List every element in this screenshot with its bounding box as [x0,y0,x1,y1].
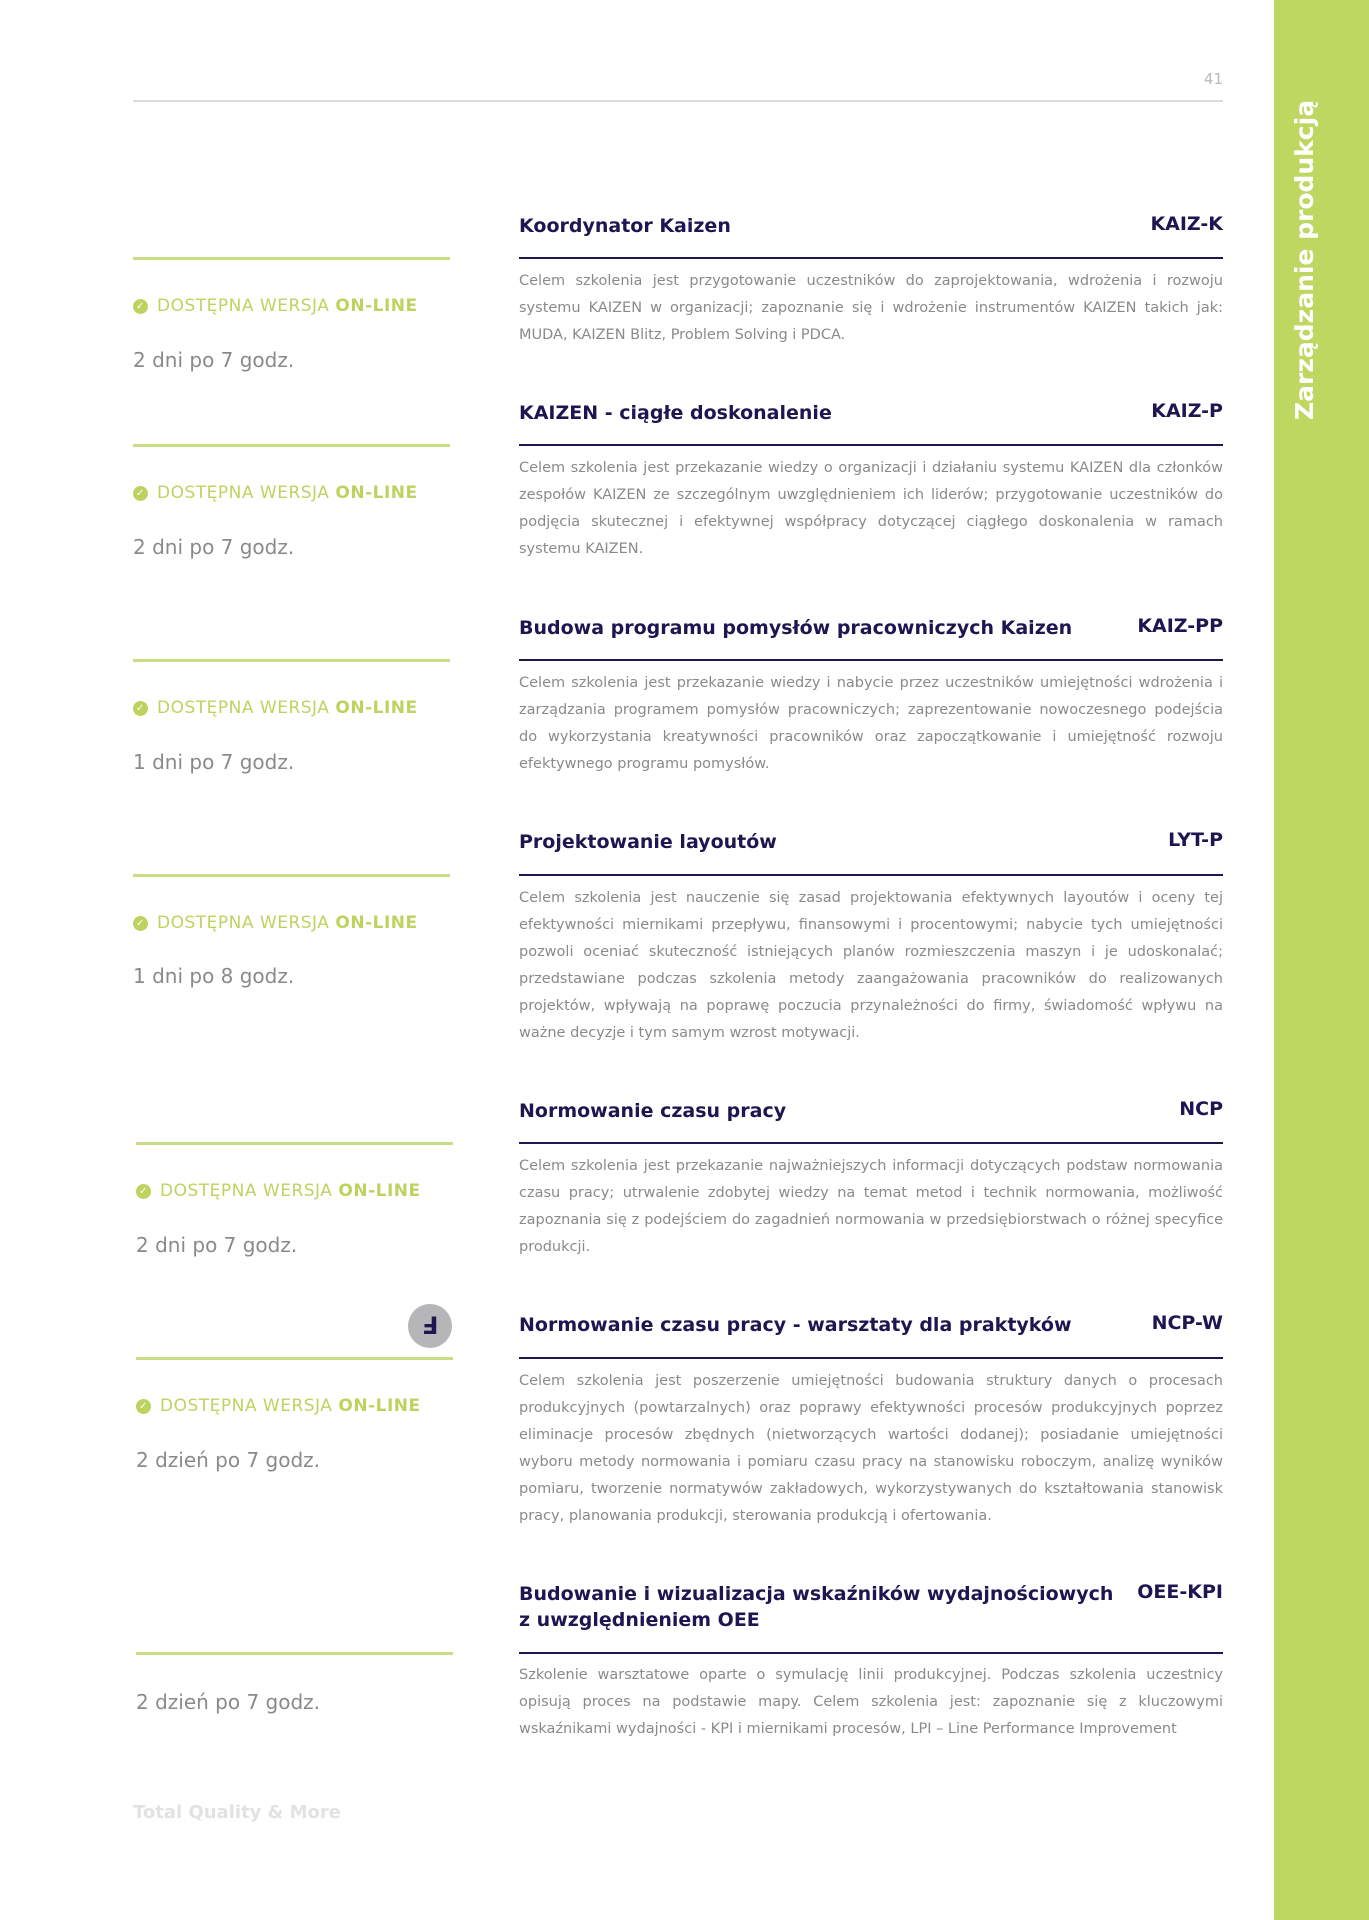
brand-logo-icon: Ⅎ [408,1304,452,1348]
course-title: KAIZEN - ciągłe doskonalenie [519,402,832,424]
section-title: Zarządzanie produkcją [1290,99,1319,420]
online-label-bold: ON-LINE [338,1396,421,1416]
online-label-bold: ON-LINE [335,483,418,503]
course-code: NCP [1179,1098,1223,1120]
course-description: Szkolenie warsztatowe oparte o symulację linii produkcyjnej. Podczas szkolenia uczestnicy opisują proces na podstawie mapy. Celem szkolenia jest: zapoznanie się z kluczowymi wskaźnikami wydajności - KPI i miernikami procesów, LPI – Line Performance Improvement [519,1667,1223,1737]
footer-brand: Total Quality & More [133,1802,341,1823]
course-code: NCP-W [1151,1312,1223,1334]
left-divider [133,659,450,662]
course-duration: 2 dzień po 7 godz. [136,1690,321,1714]
left-divider [133,257,450,260]
online-availability [133,296,418,316]
title-divider [519,1652,1223,1654]
online-availability [133,913,418,933]
course-duration: 1 dni po 7 godz. [133,750,295,774]
check-circle-icon: ✓ [133,486,148,501]
course-duration: 1 dni po 8 godz. [133,964,295,988]
course-code: KAIZ-P [1151,400,1223,422]
title-divider [519,1357,1223,1359]
online-label: DOSTĘPNA WERSJA [160,1181,333,1201]
course-description: Celem szkolenia jest nauczenie się zasad projektowania efektywnych layoutów i oceny tej efektywności miernikami przepływu, finansowymi i procentowymi; nabycie tych umiejętności pozwoli oceniać skuteczność istniejących planów rozmieszczenia maszyn i je udoskonalać; przedstawiane podczas szkolenia metody zaangażowania pracowników do realizowanych projektów, wpływają na poprawę poczucia przynależności do firmy, świadomość wpływu na ważne decyzje i tym samym wzrost motywacji. [519,890,1223,1041]
online-label-bold: ON-LINE [335,698,418,718]
left-divider [133,874,450,877]
course-title: Normowanie czasu pracy [519,1100,787,1122]
check-circle-icon: ✓ [133,916,148,931]
left-divider [133,444,450,447]
online-label-bold: ON-LINE [335,913,418,933]
course-description: Celem szkolenia jest poszerzenie umiejętności budowania struktury danych o procesach produkcyjnych (powtarzalnych) oraz poprawy efektywności procesów produkcyjnych poprzez eliminacje procesów zbędnych (nietworzących wartości dodanej); posiadanie umiejętności wyboru metody normowania i pomiaru czasu pracy na stanowisku roboczym, analizę wyników pomiaru, tworzenie normatywów zakładowych, wykorzystywanych do kształtowania stanowisk pracy, planowania produkcji, sterowania produkcją i ofertowania. [519,1373,1223,1524]
course-title: Koordynator Kaizen [519,215,731,237]
course-description: Celem szkolenia jest przygotowanie uczestników do zaprojektowania, wdrożenia i rozwoju systemu KAIZEN w organizacji; zapoznanie się i wdrożenie instrumentów KAIZEN takich jak: MUDA, KAIZEN Blitz, Problem Solving i PDCA. [519,273,1223,343]
online-label: DOSTĘPNA WERSJA [157,698,330,718]
online-availability [133,483,418,503]
course-description: Celem szkolenia jest przekazanie wiedzy i nabycie przez uczestników umiejętności wdrożenia i zarządzania programem pomysłów pracowniczych; zaprezentowanie nowoczesnego podejścia do wykorzystania kreatywności pracowników oraz zapoczątkowanie i umiejętność rozwoju efektywnego programu pomysłów. [519,675,1223,772]
left-divider [136,1357,453,1360]
check-circle-icon: ✓ [133,701,148,716]
course-title: Projektowanie layoutów [519,831,777,853]
course-code: LYT-P [1168,829,1223,851]
online-label-bold: ON-LINE [335,296,418,316]
title-divider [519,257,1223,259]
check-circle-icon: ✓ [133,299,148,314]
course-description: Celem szkolenia jest przekazanie najważniejszych informacji dotyczących podstaw normowania czasu pracy; utrwalenie zdobytej wiedzy na temat metod i technik normowania, możliwość zapoznania się z podejściem do zagadnień normowania w przedsiębiorstwach o różnej specyfice produkcji. [519,1158,1223,1255]
course-code: KAIZ-K [1150,213,1223,235]
course-title: Normowanie czasu pracy - warsztaty dla praktyków [519,1314,1072,1336]
online-availability [136,1396,421,1416]
online-label: DOSTĘPNA WERSJA [157,913,330,933]
check-circle-icon: ✓ [136,1184,151,1199]
course-code: OEE-KPI [1137,1581,1223,1603]
online-label: DOSTĘPNA WERSJA [160,1396,333,1416]
left-divider [136,1142,453,1145]
check-circle-icon: ✓ [136,1399,151,1414]
course-title: Budowanie i wizualizacja wskaźników wydajnościowych z uwzględnieniem OEE [519,1583,1114,1631]
course-duration: 2 dni po 7 godz. [133,348,295,372]
online-label-bold: ON-LINE [338,1181,421,1201]
course-code: KAIZ-PP [1137,615,1223,637]
page-number: 41 [1203,70,1223,88]
course-title: Budowa programu pomysłów pracowniczych Kaizen [519,617,1073,639]
title-divider [519,444,1223,446]
title-divider [519,659,1223,661]
online-availability [133,698,418,718]
title-divider [519,874,1223,876]
left-divider [136,1652,453,1655]
course-description: Celem szkolenia jest przekazanie wiedzy o organizacji i działaniu systemu KAIZEN dla członków zespołów KAIZEN ze szczególnym uwzględnieniem ich liderów; przygotowanie uczestników do podjęcia skutecznej i efektywnej współpracy dotyczącej ciągłego doskonalenia w ramach systemu KAIZEN. [519,460,1223,557]
online-label: DOSTĘPNA WERSJA [157,483,330,503]
course-duration: 2 dni po 7 godz. [133,535,295,559]
top-divider [133,100,1223,102]
online-availability [136,1181,421,1201]
title-divider [519,1142,1223,1144]
course-duration: 2 dni po 7 godz. [136,1233,298,1257]
online-label: DOSTĘPNA WERSJA [157,296,330,316]
course-duration: 2 dzień po 7 godz. [136,1448,321,1472]
